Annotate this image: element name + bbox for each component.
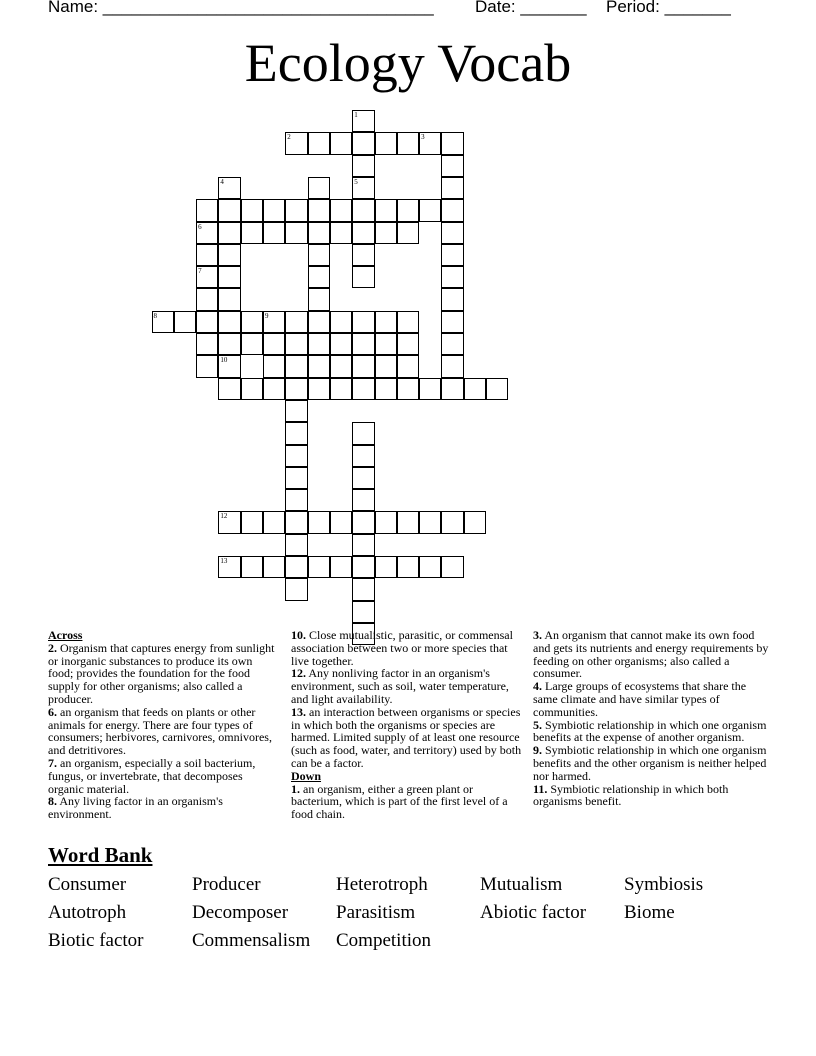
clue-text: an organism that feeds on plants or other animals for energy. There are four types of consumers; herbivores, carnivores, omnivores, and detritivores.	[48, 704, 272, 758]
grid-cell[interactable]	[330, 222, 352, 244]
clue-text: Symbiotic relationship in which both organisms benefit.	[533, 781, 729, 809]
grid-cell[interactable]	[196, 244, 218, 266]
grid-cell[interactable]	[441, 177, 463, 199]
grid-cell[interactable]	[352, 556, 374, 578]
grid-cell[interactable]	[308, 244, 330, 266]
clue-number: 8	[153, 311, 157, 320]
word-bank-item: Autotroph	[48, 902, 127, 923]
grid-cell[interactable]	[263, 355, 285, 377]
grid-cell[interactable]	[196, 266, 218, 288]
grid-cell[interactable]	[241, 556, 263, 578]
clue	[48, 757, 276, 795]
grid-cell[interactable]	[352, 155, 374, 177]
clue-number: 13	[220, 557, 228, 565]
clue-text: an interaction between organisms or species in which both the organisms or species are harmed. Limited supply of at least one resource (such as food, water, and territory) used by both can be a factor.	[291, 704, 522, 770]
grid-cell[interactable]	[375, 199, 397, 221]
grid-cell[interactable]	[352, 132, 374, 154]
grid-cell[interactable]	[352, 266, 374, 288]
grid-cell[interactable]	[397, 199, 419, 221]
grid-cell[interactable]	[218, 511, 240, 533]
clue-number-label: 8.	[48, 794, 57, 809]
clue-number: 5	[354, 177, 358, 186]
grid-cell[interactable]	[441, 511, 463, 533]
grid-cell[interactable]	[419, 132, 441, 154]
grid-cell[interactable]	[441, 333, 463, 355]
grid-cell[interactable]	[441, 244, 463, 266]
word-bank-item: Parasitism	[336, 902, 416, 923]
clue-number: 6	[198, 222, 202, 231]
clue-number: 7	[198, 267, 202, 276]
grid-cell[interactable]	[218, 311, 240, 333]
grid-cell[interactable]	[375, 132, 397, 154]
clue-number-label: 9.	[533, 743, 542, 758]
clue-text: An organism that cannot make its own food and gets its nutrients and energy requirements by feeding on other organisms; also called a consumer.	[533, 628, 769, 681]
grid-cell[interactable]	[308, 333, 330, 355]
clue-number: 3	[421, 133, 425, 142]
clues-column-1	[48, 629, 276, 821]
grid-cell[interactable]	[486, 378, 508, 400]
grid-cell[interactable]	[464, 511, 486, 533]
grid-cell[interactable]	[397, 333, 419, 355]
clue-text: an organism, especially a soil bacterium, fungus, or invertebrate, that decomposes organic material.	[48, 755, 256, 796]
grid-cell[interactable]	[397, 511, 419, 533]
grid-cell[interactable]	[263, 378, 285, 400]
clue-number: 9	[265, 311, 269, 320]
grid-cell[interactable]	[352, 534, 374, 556]
grid-cell[interactable]	[285, 422, 307, 444]
grid-cell[interactable]	[285, 511, 307, 533]
grid-cell[interactable]	[196, 333, 218, 355]
grid-cell[interactable]	[285, 445, 307, 467]
date-field: Date: _______	[475, 0, 587, 16]
grid-cell[interactable]	[308, 222, 330, 244]
clue-number-label: 12.	[291, 666, 306, 681]
word-bank-item: Symbiosis	[624, 874, 704, 895]
grid-cell[interactable]	[352, 467, 374, 489]
grid-cell[interactable]	[352, 511, 374, 533]
grid-cell[interactable]	[241, 222, 263, 244]
clue-number: 4	[220, 177, 224, 186]
grid-cell[interactable]	[285, 355, 307, 377]
grid-cell[interactable]	[352, 578, 374, 600]
grid-cell[interactable]	[441, 311, 463, 333]
grid-cell[interactable]	[375, 378, 397, 400]
clue-number-label: 13.	[291, 704, 306, 719]
grid-cell[interactable]	[218, 378, 240, 400]
grid-cell[interactable]	[375, 355, 397, 377]
clue-number: 2	[287, 133, 291, 142]
grid-cell[interactable]	[397, 222, 419, 244]
grid-cell[interactable]	[308, 311, 330, 333]
grid-cell[interactable]	[285, 489, 307, 511]
word-bank-item: Biome	[624, 902, 675, 923]
grid-cell[interactable]	[308, 355, 330, 377]
page-title: Ecology Vocab	[244, 33, 572, 93]
grid-cell[interactable]	[285, 333, 307, 355]
down-heading: Down	[291, 768, 322, 783]
clue-number-label: 5.	[533, 717, 542, 732]
clue	[533, 719, 769, 745]
grid-cell[interactable]	[308, 199, 330, 221]
grid-cell[interactable]	[352, 199, 374, 221]
grid-cell[interactable]	[352, 601, 374, 623]
grid-cell[interactable]	[441, 378, 463, 400]
grid-cell[interactable]	[218, 199, 240, 221]
grid-cell[interactable]	[285, 132, 307, 154]
grid-cell[interactable]	[330, 378, 352, 400]
grid-cell[interactable]	[397, 132, 419, 154]
grid-cell[interactable]	[352, 489, 374, 511]
clue-number: 10	[220, 356, 228, 365]
clue-text: Any living factor in an organism's environment.	[48, 794, 223, 822]
grid-cell[interactable]	[218, 288, 240, 310]
grid-cell[interactable]	[375, 222, 397, 244]
clue	[533, 783, 769, 809]
grid-cell[interactable]	[285, 311, 307, 333]
period-field: Period: _______	[606, 0, 731, 16]
grid-cell[interactable]	[375, 511, 397, 533]
clue	[533, 680, 769, 718]
grid-cell[interactable]	[285, 378, 307, 400]
clues-column-2	[291, 629, 524, 821]
grid-cell[interactable]	[352, 333, 374, 355]
grid-cell[interactable]	[285, 467, 307, 489]
grid-cell[interactable]	[285, 400, 307, 422]
clue-number-label: 1.	[291, 781, 300, 796]
grid-cell[interactable]	[196, 311, 218, 333]
clue-text: an organism, either a green plant or bacterium, which is part of the first level of a food chain.	[291, 781, 508, 822]
clue-text: Organism that captures energy from sunlight or inorganic substances to produce its own food; provides the foundation for the food supply for other organisms; also called a producer.	[48, 640, 275, 706]
grid-cell[interactable]	[352, 222, 374, 244]
grid-cell[interactable]	[308, 288, 330, 310]
grid-cell[interactable]	[218, 222, 240, 244]
grid-cell[interactable]	[218, 266, 240, 288]
grid-cell[interactable]	[397, 311, 419, 333]
grid-cell[interactable]	[196, 355, 218, 377]
grid-cell[interactable]	[352, 355, 374, 377]
grid-cell[interactable]	[196, 288, 218, 310]
clue	[48, 642, 276, 706]
word-bank-item: Commensalism	[192, 930, 311, 951]
grid-cell[interactable]	[375, 311, 397, 333]
clue-number-label: 10.	[291, 628, 306, 642]
word-bank-item: Consumer	[48, 874, 127, 895]
grid-cell[interactable]	[419, 378, 441, 400]
clue	[48, 795, 276, 821]
grid-cell[interactable]	[308, 378, 330, 400]
grid-cell[interactable]	[441, 288, 463, 310]
clue-number-label: 6.	[48, 704, 57, 719]
grid-cell[interactable]	[308, 177, 330, 199]
grid-cell[interactable]	[263, 311, 285, 333]
grid-cell[interactable]	[196, 199, 218, 221]
grid-cell[interactable]	[419, 199, 441, 221]
clue-text: Symbiotic relationship in which one organism benefits at the expense of another organism.	[533, 717, 767, 745]
grid-cell[interactable]	[330, 199, 352, 221]
grid-cell[interactable]	[397, 556, 419, 578]
grid-cell[interactable]	[441, 355, 463, 377]
grid-cell[interactable]	[330, 511, 352, 533]
grid-cell[interactable]	[419, 511, 441, 533]
word-bank-title: Word Bank	[48, 843, 153, 867]
grid-cell[interactable]	[464, 378, 486, 400]
grid-cell[interactable]	[330, 333, 352, 355]
grid-cell[interactable]	[441, 199, 463, 221]
grid-cell[interactable]	[397, 378, 419, 400]
grid-cell[interactable]	[441, 155, 463, 177]
word-bank-item: Biotic factor	[48, 930, 144, 951]
clues-column-3	[533, 629, 769, 808]
grid-cell[interactable]	[218, 355, 240, 377]
grid-cell[interactable]	[441, 222, 463, 244]
grid-cell[interactable]	[218, 244, 240, 266]
clue-text: Any nonliving factor in an organism's environment, such as soil, water temperature, and light availability.	[291, 666, 509, 706]
grid-cell[interactable]	[285, 534, 307, 556]
clue-number-label: 11.	[533, 781, 548, 796]
grid-cell[interactable]	[352, 422, 374, 444]
word-bank-item: Decomposer	[192, 902, 289, 923]
clue-number: 12	[220, 512, 228, 521]
grid-cell[interactable]	[375, 556, 397, 578]
grid-cell[interactable]	[241, 378, 263, 400]
across-heading: Across	[48, 628, 83, 642]
grid-cell[interactable]	[397, 355, 419, 377]
grid-cell[interactable]	[419, 556, 441, 578]
grid-cell[interactable]	[263, 199, 285, 221]
clue	[291, 667, 524, 705]
grid-cell[interactable]	[330, 132, 352, 154]
word-bank-item: Heterotroph	[336, 874, 428, 895]
grid-cell[interactable]	[441, 132, 463, 154]
grid-cell[interactable]	[330, 311, 352, 333]
grid-cell[interactable]	[218, 556, 240, 578]
grid-cell[interactable]	[375, 333, 397, 355]
grid-cell[interactable]	[308, 132, 330, 154]
clue-text: Symbiotic relationship in which one organism benefits and the other organism is neither helped nor harmed.	[533, 743, 767, 783]
grid-cell[interactable]	[330, 355, 352, 377]
clue	[291, 783, 524, 821]
grid-cell[interactable]	[352, 177, 374, 199]
grid-cell[interactable]	[241, 333, 263, 355]
grid-cell[interactable]	[285, 199, 307, 221]
grid-cell[interactable]	[330, 556, 352, 578]
grid-cell[interactable]	[218, 177, 240, 199]
clue-number-label: 2.	[48, 640, 57, 655]
grid-cell[interactable]	[263, 511, 285, 533]
grid-cell[interactable]	[352, 378, 374, 400]
clue	[48, 706, 276, 757]
word-bank-item: Abiotic factor	[480, 902, 587, 923]
grid-cell[interactable]	[285, 578, 307, 600]
grid-cell[interactable]	[263, 333, 285, 355]
grid-cell[interactable]	[352, 244, 374, 266]
grid-cell[interactable]	[441, 556, 463, 578]
grid-cell[interactable]	[241, 199, 263, 221]
grid-cell[interactable]	[241, 311, 263, 333]
grid-cell[interactable]	[285, 556, 307, 578]
clue-number-label: 4.	[533, 679, 542, 694]
grid-cell[interactable]	[218, 333, 240, 355]
word-bank-item: Competition	[336, 930, 431, 951]
clue	[291, 629, 524, 667]
grid-cell[interactable]	[196, 222, 218, 244]
clue-number-label: 7.	[48, 755, 57, 770]
word-bank-item: Producer	[192, 874, 261, 895]
clue-number-label: 3.	[533, 628, 542, 642]
grid-cell[interactable]	[308, 556, 330, 578]
grid-cell[interactable]	[441, 266, 463, 288]
grid-cell[interactable]	[352, 445, 374, 467]
grid-cell[interactable]	[241, 511, 263, 533]
clue	[533, 744, 769, 782]
grid-cell[interactable]	[352, 110, 374, 132]
grid-cell[interactable]	[174, 311, 196, 333]
grid-cell[interactable]	[263, 222, 285, 244]
grid-cell[interactable]	[152, 311, 174, 333]
clue	[291, 706, 524, 770]
word-bank-item: Mutualism	[480, 874, 563, 895]
clue-text: Close mutualistic, parasitic, or commensal association between two or more species that live together.	[291, 628, 513, 668]
grid-cell[interactable]	[285, 222, 307, 244]
clue	[533, 629, 769, 680]
grid-cell[interactable]	[308, 511, 330, 533]
clue-text: Large groups of ecosystems that share the same climate and have similar types of communities.	[533, 679, 747, 719]
clue-number: 1	[354, 111, 358, 119]
grid-cell[interactable]	[352, 311, 374, 333]
grid-cell[interactable]	[308, 266, 330, 288]
name-field: Name: ___________________________________	[48, 0, 434, 16]
grid-cell[interactable]	[263, 556, 285, 578]
